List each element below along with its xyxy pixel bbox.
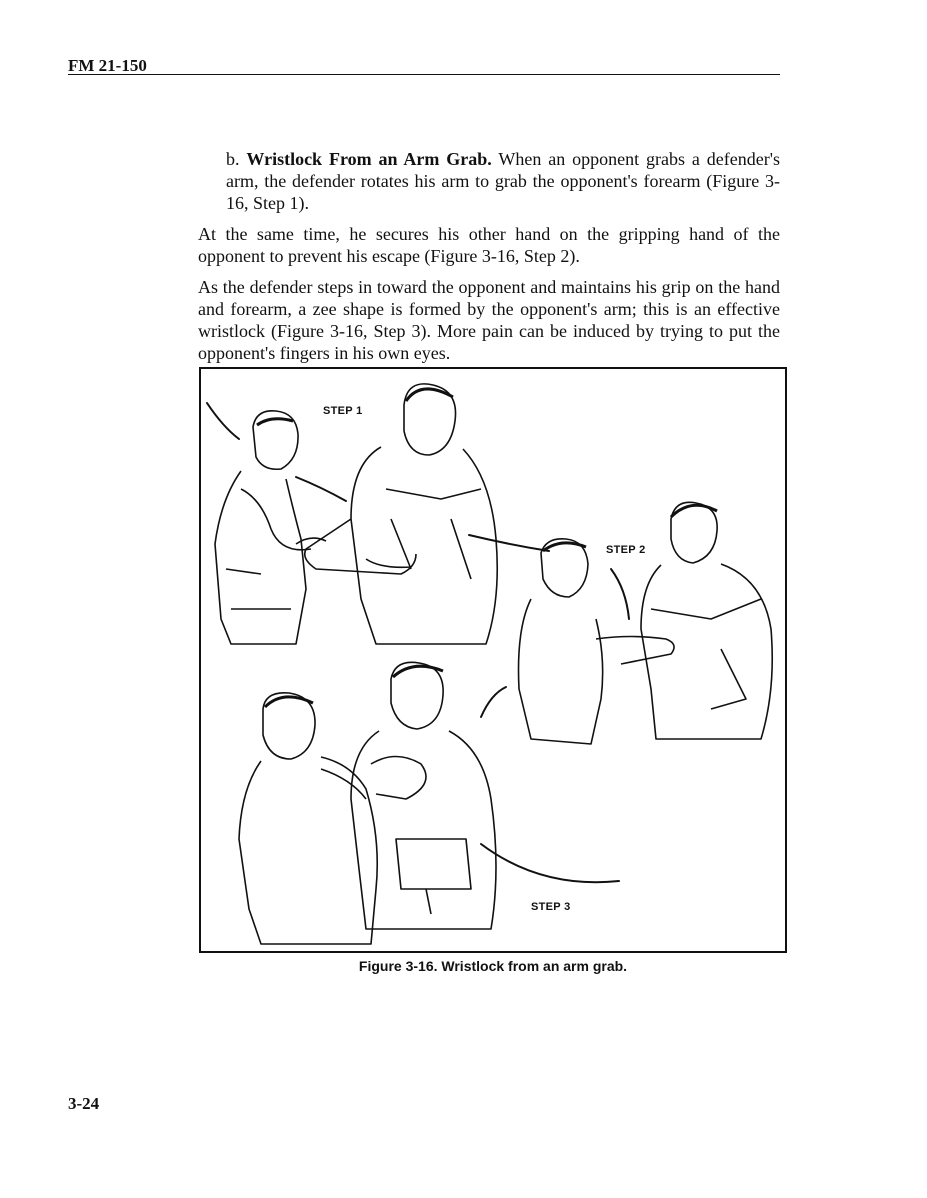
step-3-figures bbox=[239, 662, 496, 944]
motion-arc-3 bbox=[469, 535, 549, 551]
step-2-label: STEP 2 bbox=[606, 544, 646, 556]
motion-arc-4 bbox=[611, 569, 629, 619]
wristlock-illustration bbox=[201, 369, 785, 951]
paragraph-1-text: When an opponent grabs a defender's arm, the defender rotates his arm to grab the opponent's forearm (Figure 3-16, Step 1). bbox=[226, 149, 781, 213]
motion-arc-2 bbox=[296, 477, 346, 501]
step-1-label: STEP 1 bbox=[323, 405, 363, 417]
paragraph-1 bbox=[198, 148, 780, 214]
paragraph-1-lead: b. bbox=[226, 149, 240, 169]
running-header: FM 21-150 bbox=[68, 56, 147, 75]
header-rule bbox=[68, 74, 780, 75]
paragraph-3-text: As the defender steps in toward the opponent and maintains his grip on the hand and forearm, a zee shape is formed by the opponent's arm; this is an effective wristlock (Figure 3-16, Step 3). More pain can be induced by trying to put the opponent's fingers in his own eyes. bbox=[198, 277, 780, 363]
paragraph-2-text: At the same time, he secures his other hand on the gripping hand of the opponent to prevent his escape (Figure 3-16, Step 2). bbox=[198, 224, 780, 266]
motion-arc-6 bbox=[481, 844, 619, 882]
motion-arc-1 bbox=[207, 403, 239, 439]
figure-illustration bbox=[199, 367, 787, 953]
step-3-label: STEP 3 bbox=[531, 901, 571, 913]
step-2-figures bbox=[519, 502, 773, 744]
paragraph-2 bbox=[198, 223, 780, 267]
figure-caption: Figure 3-16. Wristlock from an arm grab. bbox=[358, 958, 628, 974]
paragraph-1-title: Wristlock From an Arm Grab. bbox=[246, 149, 492, 169]
motion-arc-5 bbox=[481, 687, 506, 717]
step-1-figures bbox=[215, 384, 497, 644]
page-number: 3-24 bbox=[68, 1094, 100, 1113]
paragraph-3 bbox=[198, 276, 780, 364]
